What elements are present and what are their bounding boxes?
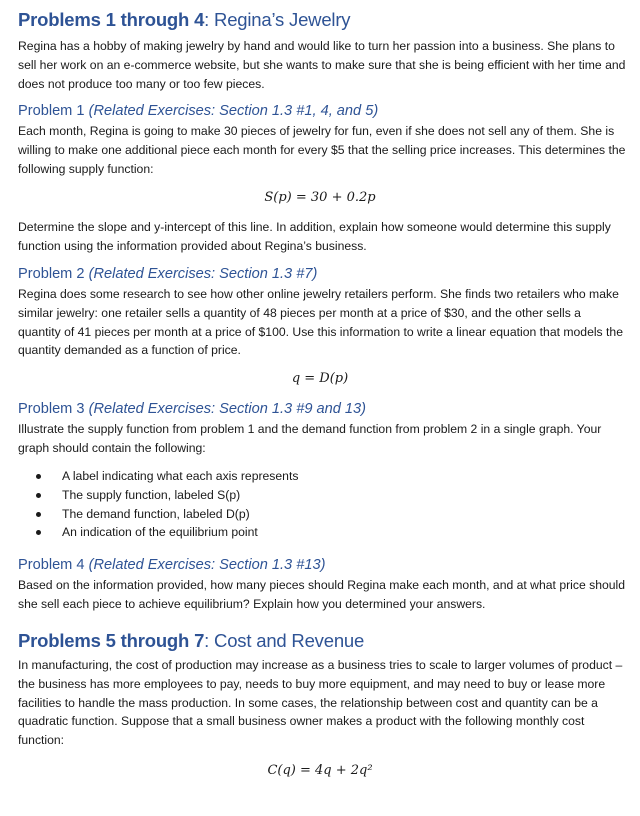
cost-function-equation: C(q) = 4q + 2q² [267,763,373,778]
problem-4-title: Problem 4 [18,557,85,573]
problem-1-text: Each month, Regina is going to make 30 pieces of jewelry for fun, even if she does not sell any of them. She is willing to make one additional piece each month for every $5 that the selling price increases. This determines the following supply function: [18,124,626,176]
problem-3-title: Problem 3 [18,401,85,417]
section-heading-subtitle: : Regina’s Jewelry [204,9,351,30]
problem-4-reference: (Related Exercises: Section 1.3 #13) [88,557,326,573]
problem-4-heading [18,556,325,574]
problem-2-reference: (Related Exercises: Section 1.3 #7) [88,266,318,282]
list-item: The supply function, labeled S(p) [32,486,298,505]
section-heading-bold: Problems 5 through 7 [18,630,205,651]
problem-1-reference: (Related Exercises: Section 1.3 #1, 4, and 5) [88,103,379,119]
section-heading-problems-5-7 [18,630,364,652]
section-heading-bold: Problems 1 through 4 [18,9,205,30]
section-intro-paragraph: Regina has a hobby of making jewelry by hand and would like to turn her passion into a business. She plans to sell her work on an e-commerce website, but she wants to make sure that she is being efficient with her time and does not produce too many or too few pieces. [18,39,626,91]
problem-3-reference: (Related Exercises: Section 1.3 #9 and 13) [88,401,367,417]
section-heading-problems-1-4 [18,9,350,31]
graph-requirements-list [32,467,298,542]
problem-2-title: Problem 2 [18,266,85,282]
supply-function-equation: S(p) = 30 + 0.2p [264,190,376,205]
section-2-intro-paragraph: In manufacturing, the cost of production may increase as a business tries to scale to larger volumes of product – the business has more employees to pay, needs to buy more equipment, and may need to buy or lease more facilities to handle the mass production. In some cases, the relationship between cost and quantity can be a quadratic function. Suppose that a small business owner makes a product with the following monthly cost function: [18,658,623,748]
problem-4-text: Based on the information provided, how many pieces should Regina make each month, and at what price should she sell each piece to achieve equilibrium? Explain how you determined your answers. [18,578,626,611]
problem-1-question: Determine the slope and y-intercept of this line. In addition, explain how someone would determine this supply function using the information provided about Regina’s business. [18,220,611,253]
section-heading-subtitle: : Cost and Revenue [204,630,365,651]
problem-2-heading [18,265,317,283]
problem-2-text: Regina does some research to see how other online jewelry retailers perform. She finds two retailers who make similar jewelry: one retailer sells a quantity of 48 pieces per month at a price of $30, and the other sells a quantity of 41 pieces per month at a price of $100. Use this information to write a linear equation that models the quantity demanded as a function of price. [18,287,623,358]
problem-1-heading [18,102,378,120]
list-item: The demand function, labeled D(p) [32,505,298,524]
list-item: A label indicating what each axis represents [32,467,298,486]
demand-function-equation: q = D(p) [291,371,349,386]
problem-1-title: Problem 1 [18,103,85,119]
problem-3-text: Illustrate the supply function from problem 1 and the demand function from problem 2 in a single graph. Your graph should contain the following: [18,422,602,455]
problem-3-heading [18,400,366,418]
list-item: An indication of the equilibrium point [32,523,298,542]
